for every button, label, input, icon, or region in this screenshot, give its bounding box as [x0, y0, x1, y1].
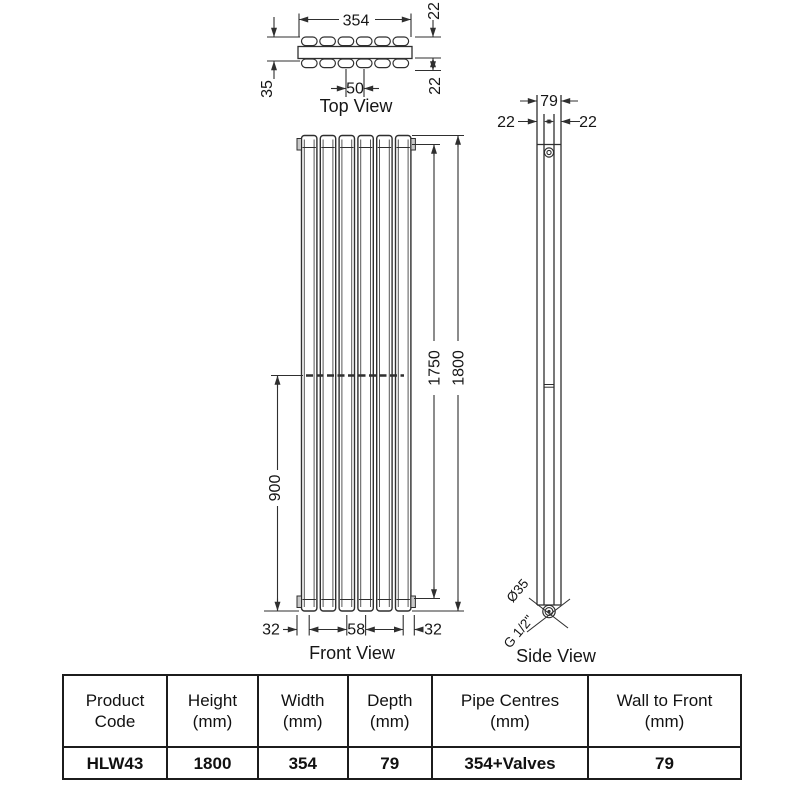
- header-label: Wall to Front: [616, 691, 713, 710]
- header-sublabel: (mm): [490, 712, 530, 731]
- front-view-panels: [302, 136, 411, 612]
- cell-depth: 79: [349, 748, 434, 778]
- spec-table-data-row: [64, 746, 740, 778]
- dim-side-front-panel-label: 22: [497, 113, 515, 131]
- side-view-body: [537, 95, 561, 605]
- dim-front-left-offset-label: 32: [262, 621, 280, 639]
- top-view-title: Top View: [319, 96, 393, 116]
- dim-front-right-offset-label: 32: [424, 621, 442, 639]
- header-cell-depth: [349, 676, 434, 746]
- header-cell-pipe-centres: [433, 676, 589, 746]
- side-view-title: Side View: [516, 646, 596, 666]
- cell-height: 1800: [168, 748, 259, 778]
- spec-table: [62, 674, 742, 780]
- header-label: Width: [281, 691, 325, 710]
- header-cell-wall-to-front: [589, 676, 740, 746]
- cell-product-code: HLW43: [64, 748, 168, 778]
- dim-side-rear-panel-label: 22: [579, 113, 597, 131]
- spec-table-header-row: [64, 676, 740, 746]
- header-label: Pipe Centres: [460, 691, 560, 710]
- dim-top-slot-pitch-label: 50: [346, 80, 364, 98]
- cell-pipe-centres: 354+Valves: [433, 748, 589, 778]
- front-view: [262, 136, 467, 664]
- dim-top-depth-label: 35: [259, 80, 276, 98]
- dim-front-1750-label: 1750: [426, 350, 444, 386]
- cell-width: 354: [259, 748, 349, 778]
- header-cell-width: [259, 676, 349, 746]
- top-view-rear-panel-slots: [302, 59, 409, 68]
- header-label: Height: [187, 691, 238, 710]
- header-label: Product: [85, 691, 145, 710]
- header-sublabel: (mm): [192, 712, 233, 731]
- air-vent-circle: [544, 148, 553, 157]
- dim-side-thread-label: G 1/2": [500, 612, 537, 651]
- dim-top-row-label-upper: 22: [426, 2, 443, 20]
- dim-front-1800-label: 1800: [450, 350, 468, 386]
- side-view: [497, 93, 597, 666]
- header-cell-product-code: [64, 676, 168, 746]
- dim-top-row-label-lower: 22: [427, 77, 444, 95]
- valve-leader-lines: [527, 598, 570, 632]
- header-label: Depth: [367, 691, 413, 710]
- top-view: [259, 2, 444, 116]
- header-cell-height: [168, 676, 259, 746]
- front-view-title: Front View: [309, 643, 395, 663]
- dim-side-depth-label: 79: [540, 93, 558, 110]
- dim-front-900-label: 900: [267, 474, 284, 502]
- top-view-front-panel-slots: [302, 37, 409, 46]
- dim-top-panel-rows: [415, 20, 441, 71]
- header-sublabel: (mm): [369, 712, 410, 731]
- dim-side-inlet-diameter-label: Ø35: [503, 576, 532, 606]
- dim-front-pitch-label: 58: [347, 621, 366, 639]
- dim-side-panels: [518, 119, 580, 123]
- header-sublabel: (mm): [644, 712, 685, 731]
- top-view-core-bar: [298, 47, 412, 59]
- header-sublabel: Code: [94, 712, 136, 731]
- dim-top-depth: [267, 17, 300, 79]
- dim-top-width-label: 354: [342, 12, 370, 30]
- header-sublabel: (mm): [282, 712, 323, 731]
- cell-wall-to-front: 79: [655, 753, 674, 773]
